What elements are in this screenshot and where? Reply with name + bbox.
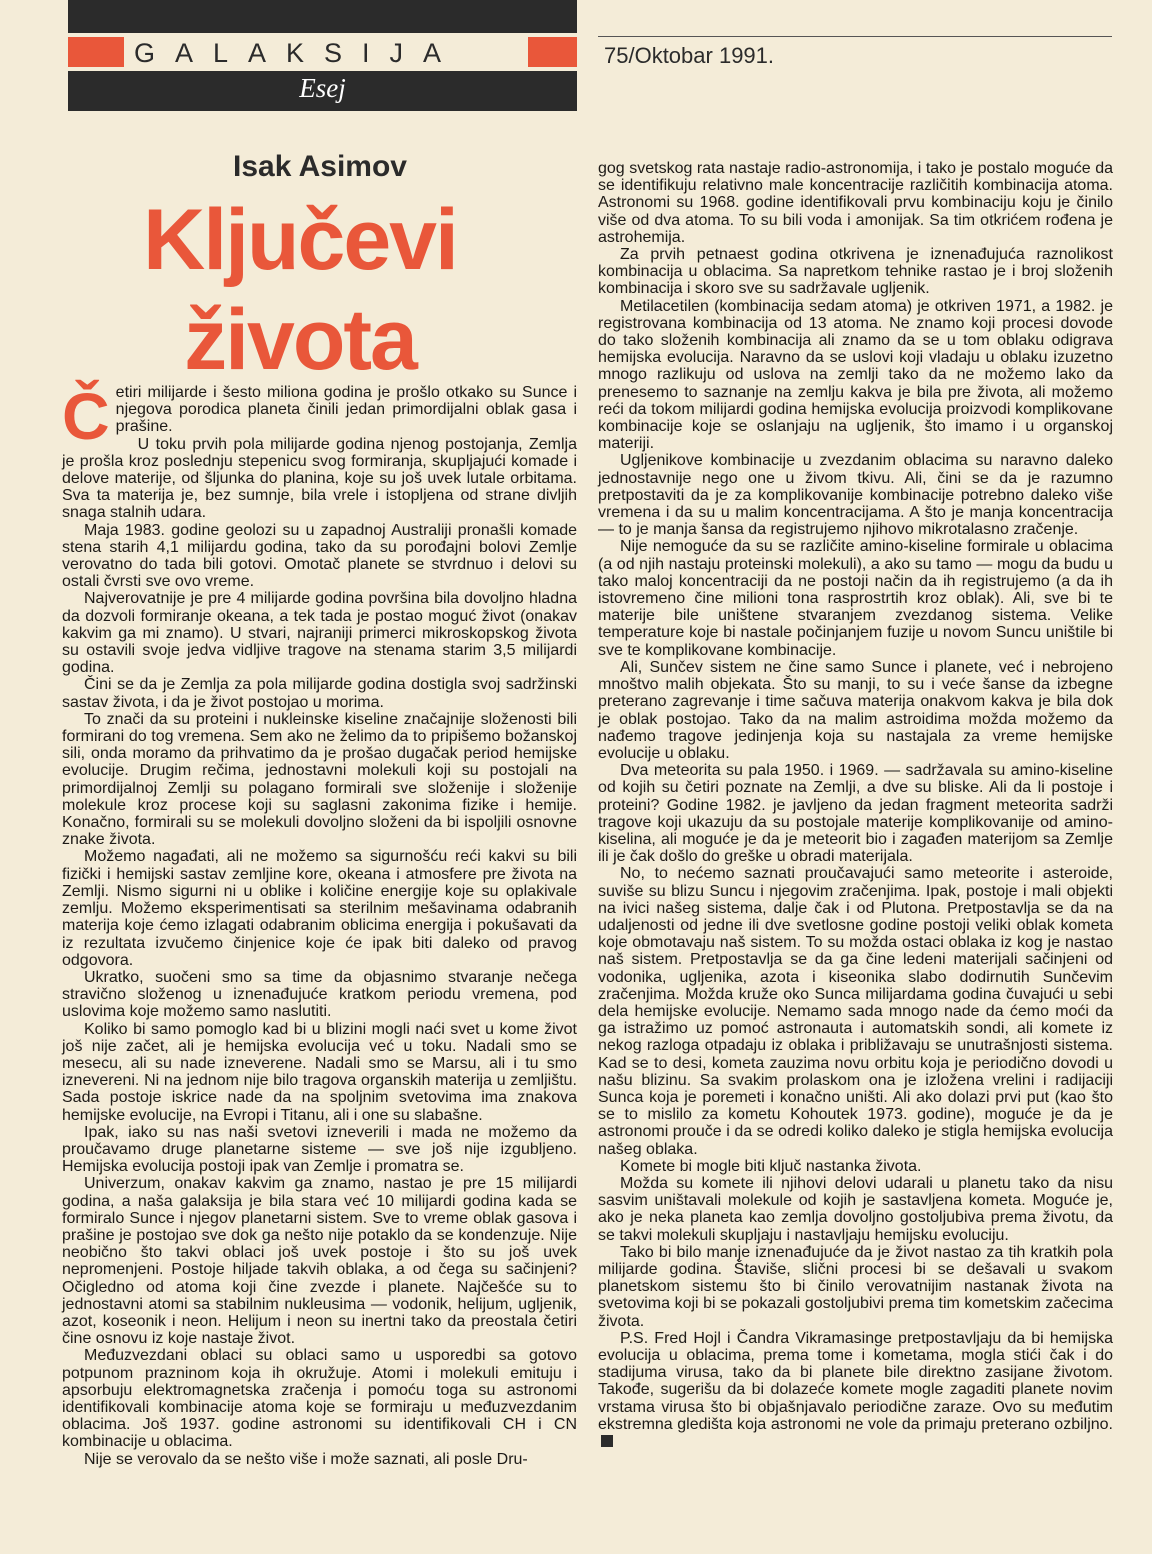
paragraph: Možda su komete ili njihovi delovi udarali u planetu tako da nisu sasvim uništavali molekule od kojih je sastavljena kometa. Moguće je, ako je neka planeta kao zemlja dovoljno gostoljubiva prema životu, da se takvi molekuli skupljaju i nastavljaju hemijsku evoluciju. <box>598 1174 1113 1244</box>
section-bar <box>68 71 577 111</box>
paragraph: Komete bi mogle biti ključ nastanka života. <box>620 1157 922 1175</box>
header-black-bar <box>68 0 577 33</box>
paragraph: Najverovatnije je pre 4 milijarde godina površina bila dovoljno hladna da dozvoli formiranje okeana, a tek tada je postao moguć život (onakav kakvim ga mi znamo). U stvari, najraniji primerci mikroskopskog života su ostavili svoje jedva vidljive tragove na stenama starim 3,5 milijardi godina. <box>62 590 577 677</box>
paragraph-final <box>598 1330 1113 1450</box>
paragraph-text: etiri milijarde i šesto miliona godina je prošlo otkako su Sunce i njegova porodica planeta činili jedan primordijalni oblak gasa i prašine. <box>115 384 577 436</box>
paragraph: Za prvih petnaest godina otkrivena je iznenađujuća raznolikost kombinacija u oblacima. Sa napretkom tehnike rastao je i broj složenih kombinacija i skoro sve su sadržavale ugljenik. <box>598 246 1113 298</box>
paragraph: Ugljenikove kombinacije u zvezdanim oblacima su naravno daleko jednostavnije nego one u živom tkivu. Ali, čini se da je razumno pretpostaviti da je za komplikovanije kombinacije potrebno daleko više vremena i da su u malim koncentracijama. A što je manja koncentracija — to je manja šansa da registrujemo njihovo mikrotalasno zračenje. <box>598 452 1113 539</box>
issue-date: 75/Oktobar 1991. <box>604 43 775 68</box>
paragraph: Ipak, iako su nas naši svetovi izneverili i mada ne možemo da proučavamo druge planetarne sisteme — sve još nije izgubljeno. Hemijska evolucija postoji ipak van Zemlje i promatra se. <box>62 1123 577 1176</box>
paragraph: Čini se da je Zemlja za pola milijarde godina dostigla svoj sadržinski sastav života, i da je život postojao u morima. <box>62 676 577 711</box>
article-author: Isak Asimov <box>233 150 407 183</box>
drop-cap: Č <box>62 379 110 453</box>
header-rule <box>598 36 1112 37</box>
masthead <box>68 37 577 67</box>
paragraph: Ukratko, suočeni smo sa time da objasnimo stvaranje nečega stravično složenog u iznenađujuće kratkom periodu vremena, pod uslovima koje možemo samo naslutiti. <box>62 968 577 1021</box>
paragraph: To znači da su proteini i nukleinske kiseline značajnije složenosti bili formirani do tog vremena. Sem ako ne želimo da to pripišemo božanskoj sili, onda moramo da prihvatimo da je prošao dugačak period hemijske evolucije. Drugim rečima, jednostavni molekuli koji su postojali na primordijalnoj Zemlji su polagano formirali sve složenije i složenije molekule kroz procese koji su saglasni zakonima fizike i hemije. Konačno, formirali su se molekuli dovoljno složeni da bi ispoljili osnovne znake života. <box>62 710 577 849</box>
masthead-red-block-right <box>528 37 577 67</box>
paragraph: Maja 1983. godine geolozi su u zapadnoj Australiji pronašli komade stena starih 4,1 milijardu godina, tako da su porođajni bolovi Zemlje verovatno do tada bili gotovi. Omotač planete se stvrdnuo i delovi su ostali čvrsti sve ovo vreme. <box>62 521 577 591</box>
magazine-name: GALAKSIJA <box>134 38 462 68</box>
paragraph: Međuzvezdani oblaci su oblaci samo u usporedbi sa gotovo potpunom prazninom koja ih okružuje. Atomi i molekuli emituju i apsorbuju elektromagnetska zračenja i pomoću toga su astronomi identifikovali kombinacije atoma koje se formiraju u međuzvezdanim oblacima. Još 1937. godine astronomi su identifikovali CH i CN kombinacije u oblacima. <box>62 1347 577 1451</box>
paragraph <box>62 379 577 453</box>
title-line-2: života <box>184 292 416 388</box>
title-line-1: Ključevi <box>143 192 457 288</box>
paragraph: Nije nemoguće da su se različite amino-kiseline formirale u oblacima (a od njih nastaju proteinski molekuli), a ako su tamo — mogu da budu u tako maloj koncentraciji da ne postoji način da ih registrujemo (a da ih istovremeno čine milioni tona rasprostrtih kroz oblak). Ali, sve bi te materije bile uništene stvaranjem zvezdanog sistema. Velike temperature koje bi nastale počinjanjem fuzije u novom Suncu uništile bi sve te komplikovane kombinacije. <box>598 538 1113 659</box>
paragraph: Nije se verovalo da se nešto više i može saznati, ali posle Dru- <box>84 1450 528 1468</box>
masthead-red-block-left <box>68 37 124 67</box>
article-column-right <box>598 160 1113 1550</box>
paragraph: Koliko bi samo pomoglo kad bi u blizini mogli naći svet u kome život još nije začet, ali je hemijska evolucija već u toku. Nadali smo se mesecu, ali su nade izneverene. Nadali smo se Marsu, ali i tu smo iznevereni. Ni na jednom nije bilo tragova organskih materija u zemljištu. Sada postoje iskrice nade da na spoljnim svetovima ima znakova hemijske evolucije, na Evropi i Titanu, ali i one su slabašne. <box>62 1020 577 1124</box>
paragraph: Tako bi bilo manje iznenađujuće da je život nastao za tih kratkih pola milijarde godina. Štaviše, slični procesi bi se dešavali u svakom planetskom sistemu što bi činilo verovatnijim nastanak života na svetovima koji bi se pokazali gostoljubivi prema tim kometskim začecima života. <box>598 1243 1113 1330</box>
paragraph: Metilacetilen (kombinacija sedam atoma) je otkriven 1971, a 1982. je registrovana kombinacija od 13 atoma. Ne znamo koji procesi dovode do tako složenih kombinacija ali znamo da se u tom oblaku odigrava hemijska evolucija. Naravno da se uslovi koji vladaju u oblaku izuzetno mnogo razlikuju od uslova na zemlji tako da ne možemo lako da prenesemo to saznanje na zemlju kakva je bila pre života, ali možemo reći da tokom milijardi godina hemijska evolucija proizvodi komplikovane kombinacije koje se oslanjaju na ugljenik, što imamo i u organskoj materiji. <box>598 297 1113 453</box>
paragraph: Možemo nagađati, ali ne možemo sa sigurnošću reći kakvi su bili fizički i hemijski sastav zemljine kore, okeana i atmosfere pre života na Zemlji. Nismo sigurni ni u oblike i količine energije koje su oplakivale zemlju. Možemo eksperimentisati sa sterilnim mešavinama odabranih materija koje ćemo izlagati odabranim oblicima energija i pokušavati da iz rezultata izvučemo činjenice koje će ipak biti daleko od pravog odgovora. <box>62 848 577 969</box>
paragraph: Dva meteorita su pala 1950. i 1969. — sadržavala su amino-kiseline od kojih su četiri poznate na Zemlji, a dve su bliske. Ali da li postoje i proteini? Godine 1982. je javljeno da jedan fragment meteorita sadrži tragove koji ukazuju da su postojale materije komplikovanije od amino-kiselina, ali moguće je da je meteorit bio i zagađen materijom sa Zemlje ili je čak došlo do greške u obradi materijala. <box>598 762 1113 866</box>
end-mark-icon <box>601 1435 613 1447</box>
paragraph: gog svetskog rata nastaje radio-astronomija, i tako je postalo moguće da se identifikuju relativno male koncentracije različitih kombinacija atoma. Astronomi su 1968. godine identifikovali prvu kombinaciju koju je činilo više od dva atoma. To su bili voda i amonijak. Sa tim otkrićem rođena je astrohemija. <box>598 160 1113 246</box>
paragraph: Ali, Sunčev sistem ne čine samo Sunce i planete, već i nebrojeno mnoštvo malih objekata. Što su manji, to su i veće šanse da izbegne preterano zagrevanje i time sačuva materija onakvom kakva je bila dok je oblak postojao. Tako da na malim astroidima možda možemo da nađemo tragove jedinjenja koja su nastajala za vreme hemijske evolucije u oblaku. <box>598 658 1113 762</box>
paragraph: U toku prvih pola milijarde godina njenog postojanja, Zemlja je prošla kroz poslednju stepenicu svog formiranja, skupljajući komade i delove materije, od šljunka do planina, koje su još uvek lutale orbitama. Sva ta materija je, bez sumnje, bila vrele i istopljena od strane divljih snaga stalnih udara. <box>62 435 577 522</box>
paragraph: Univerzum, onakav kakvim ga znamo, nastao je pre 15 milijardi godina, a naša galaksija je bila stara već 10 milijardi godina kada se formiralo Sunce i njegov planetarni sistem. Sve to vreme oblak gasova i prašine je postojao sve dok ga nešto nije potaklo da se kondenzuje. Nije neobično što takvi oblaci još uvek postoje i što su još uvek nepromenjeni. Postoje hiljade takvih oblaka, a od čega su sačinjeni? Očigledno od atoma koji čine zvezde i planete. Najčešće su to jednostavni atomi sa stabilnim nukleusima — vodonik, helijum, ugljenik, azot, koseonik i neon. Helijum i neon su inertni tako da preostala četiri čine osnovu iz koje nastaje život. <box>62 1175 577 1348</box>
paragraph-text: P.S. Fred Hojl i Čandra Vikramasinge pretpostavljaju da bi hemijska evolucija u oblacima, prema tome i kometama, mogla stići čak i do stadijuma virusa, tako da bi planete bile direktno zasijane životom. Takođe, sugerišu da bi dolazeće komete mogle zagaditi planete novim vrstama virusa što bi objašnjavalo periodične zaraze. Ovo su međutim ekstremna gledišta koja astronomi ne vole da primaju preterano ozbiljno. <box>598 1329 1113 1433</box>
paragraph: No, to nećemo saznati proučavajući samo meteorite i asteroide, suviše su blizu Suncu i njegovim zračenjima. Ipak, postoje i mali objekti na ivici našeg sistema, dalje čak i od Plutona. Pretpostavlja se da na udaljenosti od jedne ili dve svetlosne godine postoji veliki oblak kometa koje obmotavaju naš sistem. To su možda ostaci oblaka iz kog je nastao naš sistem. Pretpostavlja se da ga čine ledeni materijali sačinjeni od vodonika, ugljenika, azota i kiseonika slabo dodirnutih Sunčevim zračenjima. Možda kruže oko Sunca milijardama godina čuvajući u sebi dela hemijske evolucije. Nemamo sada mnogo nade da ćemo moći da ga istražimo uz pomoć astronauta i automatskih sondi, ali komete iz nekog razloga otpadaju iz oblaka i približavaju se unutrašnjosti sistema. Kad se to desi, kometa zauzima novu orbitu koja je periodično dovodi u našu blizinu. Sa svakim prolaskom ona je izložena vrelini i radijaciji Sunca koja je poremeti i konačno uništi. Ali ako dolazi prvi put (kao što se to mislilo za kometu Kohoutek 1973. godine), moguće je da je astronomi prouče i da se odredi koliko daleko je stigla hemijska evolucija našeg oblaka. <box>598 865 1113 1158</box>
article-title <box>130 190 470 390</box>
article-column-left <box>62 379 577 1544</box>
section-label: Esej <box>299 73 346 103</box>
